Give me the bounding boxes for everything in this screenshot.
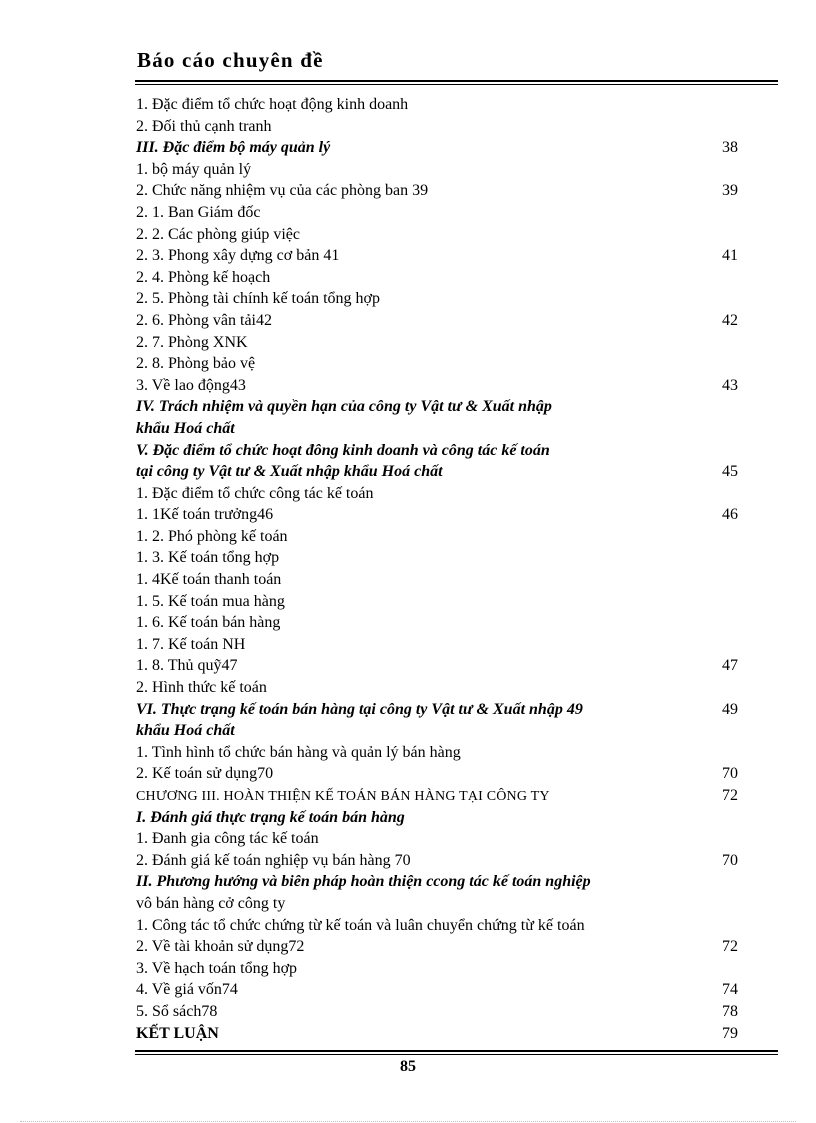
page-number: 85 <box>400 1058 416 1075</box>
toc-entry <box>136 1023 738 1045</box>
toc-entry-page-number: 38 <box>722 139 738 157</box>
toc-entry <box>136 396 738 418</box>
toc-entry-text: 2. 8. Phòng bảo vệ <box>136 355 256 373</box>
toc-entry <box>136 785 738 807</box>
toc-entry <box>136 677 738 699</box>
toc-entry-text: 1. bộ máy quản lý <box>136 160 252 178</box>
toc-entry-text: 2. Chức năng nhiệm vụ của các phòng ban 39 <box>136 182 429 200</box>
toc-entry <box>136 288 738 310</box>
toc-entry <box>136 763 738 785</box>
toc-entry <box>136 958 738 980</box>
toc-entry-text: 5. Sổ sách78 <box>136 1002 218 1020</box>
toc-entry <box>136 807 738 829</box>
toc-entry <box>136 547 738 569</box>
toc-entry <box>136 353 738 375</box>
toc-entry <box>136 871 738 893</box>
table-of-contents <box>136 94 738 1044</box>
toc-entry-page-number: 43 <box>722 376 738 394</box>
toc-entry-text: IV. Trách nhiệm và quyền hạn của công ty Vật tư & Xuất nhập <box>136 398 552 416</box>
toc-entry <box>136 1001 738 1023</box>
toc-entry <box>136 979 738 1001</box>
toc-entry-text: vô bán hàng cở công ty <box>136 894 286 912</box>
footer-rule-thin <box>135 1054 778 1055</box>
toc-entry-text: 2. 4. Phòng kế hoạch <box>136 268 271 286</box>
toc-entry <box>136 893 738 915</box>
toc-entry-page-number: 42 <box>722 311 738 329</box>
toc-entry <box>136 202 738 224</box>
header-rule-thin <box>135 84 778 85</box>
toc-entry-text: I. Đánh giá thực trạng kế toán bán hàng <box>136 808 405 826</box>
toc-entry-page-number: 45 <box>722 463 738 481</box>
toc-entry-page-number: 70 <box>722 851 738 869</box>
toc-entry <box>136 483 738 505</box>
toc-entry-page-number: 49 <box>722 700 738 718</box>
toc-entry-text: KẾT LUẬN <box>136 1024 219 1042</box>
toc-entry-text: 2. Đánh giá kế toán nghiệp vụ bán hàng 70 <box>136 851 411 869</box>
toc-entry-text: 3. Về lao động43 <box>136 376 246 394</box>
toc-entry <box>136 461 738 483</box>
page-header-title: Báo cáo chuyên đề <box>137 48 324 72</box>
toc-entry-text: tại công ty Vật tư & Xuất nhập khẩu Hoá chất <box>136 463 443 481</box>
toc-entry <box>136 634 738 656</box>
toc-entry <box>136 742 738 764</box>
toc-entry-text: 2. Hình thức kế toán <box>136 679 267 697</box>
toc-entry <box>136 116 738 138</box>
toc-entry <box>136 332 738 354</box>
toc-entry-text: 4. Về giá vốn74 <box>136 981 238 999</box>
toc-entry-text: 2. 1. Ban Giám đốc <box>136 203 261 221</box>
toc-entry <box>136 850 738 872</box>
toc-entry <box>136 137 738 159</box>
toc-entry-text: V. Đặc điểm tổ chức hoạt đông kinh doanh và công tác kế toán <box>136 441 550 459</box>
toc-entry-text: II. Phương hướng và biên pháp hoàn thiện ccong tác kế toán nghiệp <box>136 873 591 891</box>
toc-entry-page-number: 39 <box>722 182 738 200</box>
toc-entry <box>136 180 738 202</box>
toc-entry-text: 2. 6. Phòng vân tải42 <box>136 311 272 329</box>
toc-entry <box>136 375 738 397</box>
toc-entry-text: III. Đặc điểm bộ máy quản lý <box>136 139 331 157</box>
toc-entry-page-number: 72 <box>722 938 738 956</box>
toc-entry <box>136 915 738 937</box>
toc-entry-text: 1. 1Kế toán trưởng46 <box>136 506 274 524</box>
toc-entry <box>136 526 738 548</box>
toc-entry <box>136 655 738 677</box>
toc-entry-text: 2. Đối thủ cạnh tranh <box>136 117 272 135</box>
toc-entry-text: khẩu Hoá chất <box>136 722 235 740</box>
toc-entry <box>136 418 738 440</box>
toc-entry <box>136 267 738 289</box>
toc-entry-text: 1. Đanh gia công tác kế toán <box>136 830 319 848</box>
toc-entry-page-number: 74 <box>722 981 738 999</box>
toc-entry-text: 3. Về hạch toán tổng hợp <box>136 959 298 977</box>
toc-entry-text: 2. Kế toán sử dụng70 <box>136 765 274 783</box>
toc-entry-page-number: 79 <box>722 1024 738 1042</box>
toc-entry <box>136 224 738 246</box>
toc-entry-text: 1. Đặc điểm tổ chức công tác kế toán <box>136 484 374 502</box>
toc-entry <box>136 612 738 634</box>
toc-entry-page-number: 70 <box>722 765 738 783</box>
toc-entry-text: 2. 7. Phòng XNK <box>136 333 248 351</box>
toc-entry <box>136 828 738 850</box>
toc-entry-text: 2. 3. Phong xây dựng cơ bản 41 <box>136 247 340 265</box>
toc-entry-text: khẩu Hoá chất <box>136 419 235 437</box>
header-rule-thick <box>135 80 778 82</box>
toc-entry <box>136 159 738 181</box>
toc-entry-text: 1. 5. Kế toán mua hàng <box>136 592 285 610</box>
toc-entry-text: 1. 3. Kế toán tổng hợp <box>136 549 280 567</box>
toc-entry <box>136 245 738 267</box>
toc-entry <box>136 720 738 742</box>
toc-entry <box>136 569 738 591</box>
toc-entry-text: 2. 5. Phòng tài chính kế toán tổng hợp <box>136 290 380 308</box>
footer-rule-thick <box>135 1050 778 1052</box>
toc-entry <box>136 699 738 721</box>
toc-entry <box>136 440 738 462</box>
toc-entry-text: 1. 6. Kế toán bán hàng <box>136 614 281 632</box>
toc-entry-text: CHƯƠNG III. HOÀN THIỆN KẾ TOÁN BÁN HÀNG TẠI CÔNG TY <box>136 789 550 804</box>
toc-entry <box>136 591 738 613</box>
toc-entry-text: 1. 7. Kế toán NH <box>136 635 246 653</box>
toc-entry <box>136 94 738 116</box>
toc-entry-page-number: 72 <box>722 787 738 804</box>
toc-entry-page-number: 46 <box>722 506 738 524</box>
toc-entry <box>136 936 738 958</box>
toc-entry-text: 2. 2. Các phòng giúp việc <box>136 225 300 243</box>
toc-entry-text: 1. 8. Thủ quỹ47 <box>136 657 238 675</box>
toc-entry-page-number: 47 <box>722 657 738 675</box>
toc-entry <box>136 504 738 526</box>
toc-entry-text: 1. 2. Phó phòng kế toán <box>136 527 288 545</box>
toc-entry <box>136 310 738 332</box>
toc-entry-text: 1. Tình hình tổ chức bán hàng và quản lý bán hàng <box>136 743 461 761</box>
toc-entry-text: 2. Về tài khoản sử dụng72 <box>136 938 305 956</box>
toc-entry-text: VI. Thực trạng kế toán bán hàng tại công ty Vật tư & Xuất nhập 49 <box>136 700 583 718</box>
toc-entry-text: 1. 4Kế toán thanh toán <box>136 571 282 589</box>
toc-entry-text: 1. Công tác tổ chức chứng từ kế toán và luân chuyển chứng từ kế toán <box>136 916 585 934</box>
toc-entry-page-number: 41 <box>722 247 738 265</box>
toc-entry-page-number: 78 <box>722 1002 738 1020</box>
toc-entry-text: 1. Đặc điểm tổ chức hoạt động kinh doanh <box>136 96 409 113</box>
